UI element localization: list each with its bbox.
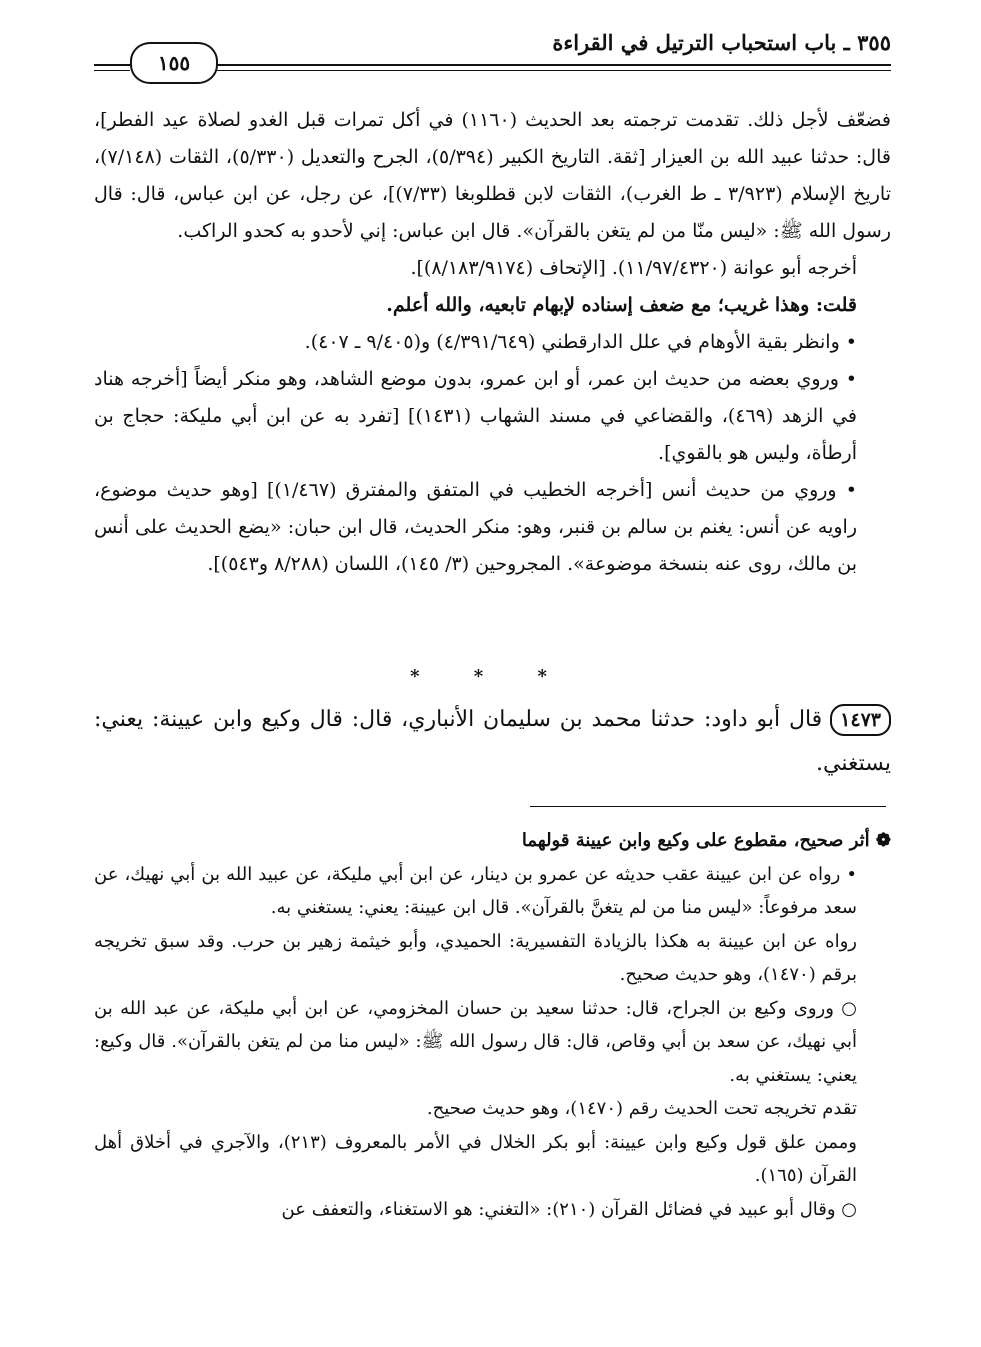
paragraph-5: • وروي بعضه من حديث ابن عمر، أو ابن عمرو، بدون موضع الشاهد، وهو منكر أيضاً [أخرجه هناد في الزهد (٤٦٩)، والقضاعي في مسند الشهاب (١٤٣١)] [تفرد به عن ابن أبي مليكة: حجاج بن أرطأة، وليس هو بالقوي]. <box>94 368 857 464</box>
header-rule-bottom <box>216 70 891 71</box>
paragraph-3: قلت: وهذا غريب؛ مع ضعف إسناده لإبهام تابعيه، والله أعلم. <box>386 294 857 316</box>
note-2: رواه عن ابن عيينة به هكذا بالزيادة التفسيرية: الحميدي، وأبو خيثمة زهير بن حرب. وقد سبق تخريجه برقم (١٤٧٠)، وهو حديث صحيح. <box>94 930 857 985</box>
header-rule-left-top <box>94 64 130 66</box>
main-text <box>94 102 891 583</box>
note-5: وممن علق قول وكيع وابن عيينة: أبو بكر الخلال في الأمر بالمعروف (٢١٣)، والآجري في أخلاق أهل القرآن (١٦٥). <box>94 1131 857 1186</box>
header-rule-top <box>216 64 891 66</box>
header-rule-left-bottom <box>94 70 130 71</box>
page-number: ١٥٥ <box>130 42 218 84</box>
section-separator: * * * <box>410 666 571 687</box>
footnote-divider <box>530 806 886 807</box>
note-3: ○ وروى وكيع بن الجراح، قال: حدثنا سعيد بن حسان المخزومي، عن ابن أبي مليكة، عن عبد الله بن أبي نهيك، عن سعد بن أبي وقاص، قال: قال رسول الله ﷺ: «ليس منا من لم يتغن بالقرآن». قال وكيع: يعني: يستغني به. <box>94 997 857 1086</box>
note-6: ○ وقال أبو عبيد في فضائل القرآن (٢١٠): «التغني: هو الاستغناء، والتعفف عن <box>281 1198 857 1220</box>
paragraph-4: • وانظر بقية الأوهام في علل الدارقطني (٤/٣٩١/٦٤٩) و(٩/٤٠٥ ـ ٤٠٧). <box>304 331 857 353</box>
paragraph-2: أخرجه أبو عوانة (١١/٩٧/٤٣٢٠). [الإتحاف (٨/١٨٣/٩١٧٤)]. <box>410 257 857 279</box>
commentary <box>94 824 891 1226</box>
hadith-number: ١٤٧٣ <box>830 704 891 736</box>
paragraph-1: فضعّف لأجل ذلك. تقدمت ترجمته بعد الحديث (١١٦٠) في أكل تمرات قبل الغدو لصلاة عيد الفطر]، قال: حدثنا عبيد الله بن العيزار [ثقة. التاريخ الكبير (٥/٣٩٤)، الجرح والتعديل (٥/٣٣٠)، الثقات (٧/١٤٨)، تاريخ الإسلام (٣/٩٢٣ ـ ط الغرب)، الثقات لابن قطلوبغا (٧/٣٣)]، عن رجل، عن ابن عباس، قال: قال رسول الله ﷺ: «ليس منّا من لم يتغن بالقرآن». قال ابن عباس: إني لأحدو به كحدو الراكب. <box>94 109 892 242</box>
grading-heading: ❁ أثر صحيح، مقطوع على وكيع وابن عيينة قولهما <box>521 830 891 851</box>
page-header <box>94 30 891 86</box>
note-4: تقدم تخريجه تحت الحديث رقم (١٤٧٠)، وهو حديث صحيح. <box>426 1098 857 1119</box>
chapter-title: ٣٥٥ ـ باب استحباب الترتيل في القراءة <box>552 30 891 55</box>
note-1: • رواه عن ابن عيينة عقب حديثه عن عمرو بن دينار، عن ابن أبي مليكة، عن عبيد الله بن أبي نهيك، عن سعد مرفوعاً: «ليس منا من لم يتغنَّ بالقرآن». قال ابن عيينة: يعني: يستغني به. <box>94 863 857 918</box>
hadith <box>94 698 891 786</box>
paragraph-6: • وروي من حديث أنس [أخرجه الخطيب في المتفق والمفترق (١/٤٦٧)] [وهو حديث موضوع، راويه عن أنس: يغنم بن سالم بن قنبر، وهو: منكر الحديث، قال ابن حبان: «يضع الحديث على أنس بن مالك، روى عنه بنسخة موضوعة». المجروحين (٣/ ١٤٥)، اللسان (٨/٢٨٨ و٥٤٣)]. <box>94 479 857 575</box>
hadith-text: قال أبو داود: حدثنا محمد بن سليمان الأنباري، قال: قال وكيع وابن عيينة: يعني: يستغني. <box>94 707 891 776</box>
